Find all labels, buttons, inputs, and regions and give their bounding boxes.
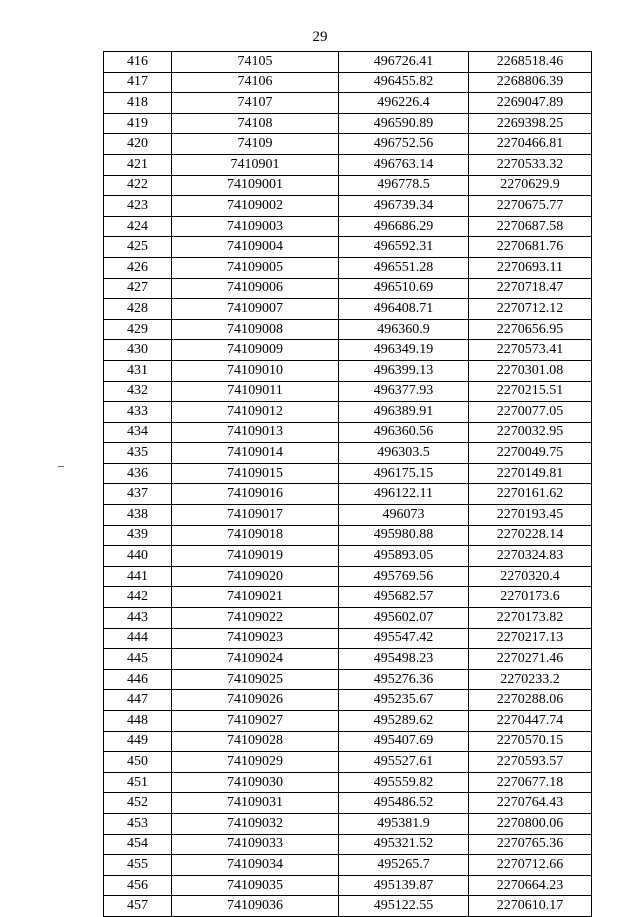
point-id-cell: 74109018	[172, 525, 339, 546]
point-id-cell: 74109021	[172, 587, 339, 608]
y-coordinate-cell: 2270693.11	[469, 257, 592, 278]
x-coordinate-cell: 496122.11	[339, 484, 469, 505]
x-coordinate-cell: 496389.91	[339, 402, 469, 423]
y-coordinate-cell: 2270271.46	[469, 649, 592, 670]
y-coordinate-cell: 2270533.32	[469, 154, 592, 175]
table-row	[104, 422, 592, 443]
y-coordinate-cell: 2270324.83	[469, 546, 592, 567]
y-coordinate-cell: 2270288.06	[469, 690, 592, 711]
x-coordinate-cell: 496726.41	[339, 52, 469, 73]
y-coordinate-cell: 2270233.2	[469, 669, 592, 690]
point-id-cell: 74109031	[172, 793, 339, 814]
x-coordinate-cell: 495276.36	[339, 669, 469, 690]
point-id-cell: 74108	[172, 113, 339, 134]
y-coordinate-cell: 2270664.23	[469, 875, 592, 896]
y-coordinate-cell: 2268806.39	[469, 72, 592, 93]
point-index-cell: 440	[104, 546, 172, 567]
point-index-cell: 457	[104, 896, 172, 917]
table-row	[104, 134, 592, 155]
point-index-cell: 435	[104, 443, 172, 464]
point-index-cell: 455	[104, 855, 172, 876]
point-index-cell: 427	[104, 278, 172, 299]
table-row	[104, 93, 592, 114]
point-id-cell: 74109011	[172, 381, 339, 402]
point-index-cell: 430	[104, 340, 172, 361]
table-row	[104, 72, 592, 93]
y-coordinate-cell: 2269398.25	[469, 113, 592, 134]
x-coordinate-cell: 495602.07	[339, 608, 469, 629]
table-row	[104, 402, 592, 423]
table-row	[104, 505, 592, 526]
x-coordinate-cell: 495498.23	[339, 649, 469, 670]
point-index-cell: 453	[104, 813, 172, 834]
x-coordinate-cell: 495139.87	[339, 875, 469, 896]
x-coordinate-cell: 495407.69	[339, 731, 469, 752]
y-coordinate-cell: 2270320.4	[469, 566, 592, 587]
point-id-cell: 74109026	[172, 690, 339, 711]
y-coordinate-cell: 2270629.9	[469, 175, 592, 196]
y-coordinate-cell: 2270764.43	[469, 793, 592, 814]
point-index-cell: 452	[104, 793, 172, 814]
point-id-cell: 74109010	[172, 360, 339, 381]
table-row	[104, 834, 592, 855]
table-row	[104, 875, 592, 896]
point-index-cell: 434	[104, 422, 172, 443]
y-coordinate-cell: 2270228.14	[469, 525, 592, 546]
table-row	[104, 896, 592, 917]
x-coordinate-cell: 495980.88	[339, 525, 469, 546]
y-coordinate-cell: 2270173.6	[469, 587, 592, 608]
table-row	[104, 196, 592, 217]
point-id-cell: 74109002	[172, 196, 339, 217]
table-row	[104, 731, 592, 752]
y-coordinate-cell: 2270765.36	[469, 834, 592, 855]
y-coordinate-cell: 2269047.89	[469, 93, 592, 114]
point-index-cell: 437	[104, 484, 172, 505]
y-coordinate-cell: 2270447.74	[469, 711, 592, 732]
point-index-cell: 424	[104, 216, 172, 237]
point-id-cell: 74109014	[172, 443, 339, 464]
point-index-cell: 423	[104, 196, 172, 217]
y-coordinate-cell: 2270193.45	[469, 505, 592, 526]
x-coordinate-cell: 495547.42	[339, 628, 469, 649]
x-coordinate-cell: 495235.67	[339, 690, 469, 711]
point-index-cell: 422	[104, 175, 172, 196]
point-id-cell: 74109017	[172, 505, 339, 526]
point-index-cell: 451	[104, 772, 172, 793]
table-row	[104, 566, 592, 587]
x-coordinate-cell: 496349.19	[339, 340, 469, 361]
y-coordinate-cell: 2270032.95	[469, 422, 592, 443]
x-coordinate-cell: 496175.15	[339, 463, 469, 484]
point-index-cell: 416	[104, 52, 172, 73]
x-coordinate-cell: 496303.5	[339, 443, 469, 464]
x-coordinate-cell: 496590.89	[339, 113, 469, 134]
y-coordinate-cell: 2270215.51	[469, 381, 592, 402]
x-coordinate-cell: 495381.9	[339, 813, 469, 834]
x-coordinate-cell: 496073	[339, 505, 469, 526]
x-coordinate-cell: 496408.71	[339, 299, 469, 320]
point-id-cell: 74109028	[172, 731, 339, 752]
point-index-cell: 441	[104, 566, 172, 587]
y-coordinate-cell: 2270593.57	[469, 752, 592, 773]
table-row	[104, 608, 592, 629]
table-row	[104, 299, 592, 320]
y-coordinate-cell: 2270149.81	[469, 463, 592, 484]
y-coordinate-cell: 2270173.82	[469, 608, 592, 629]
point-index-cell: 433	[104, 402, 172, 423]
table-row	[104, 855, 592, 876]
table-row	[104, 525, 592, 546]
point-id-cell: 74109032	[172, 813, 339, 834]
point-id-cell: 74109020	[172, 566, 339, 587]
y-coordinate-cell: 2270301.08	[469, 360, 592, 381]
x-coordinate-cell: 495527.61	[339, 752, 469, 773]
x-coordinate-cell: 496360.56	[339, 422, 469, 443]
x-coordinate-cell: 495682.57	[339, 587, 469, 608]
point-index-cell: 439	[104, 525, 172, 546]
point-index-cell: 448	[104, 711, 172, 732]
table-row	[104, 711, 592, 732]
point-index-cell: 429	[104, 319, 172, 340]
y-coordinate-cell: 2270077.05	[469, 402, 592, 423]
point-index-cell: 421	[104, 154, 172, 175]
y-coordinate-cell: 2270161.62	[469, 484, 592, 505]
point-index-cell: 456	[104, 875, 172, 896]
table-row	[104, 628, 592, 649]
x-coordinate-cell: 496399.13	[339, 360, 469, 381]
x-coordinate-cell: 496455.82	[339, 72, 469, 93]
point-index-cell: 436	[104, 463, 172, 484]
point-index-cell: 447	[104, 690, 172, 711]
point-id-cell: 74109033	[172, 834, 339, 855]
point-id-cell: 74109027	[172, 711, 339, 732]
table-row	[104, 381, 592, 402]
point-index-cell: 417	[104, 72, 172, 93]
point-id-cell: 7410901	[172, 154, 339, 175]
table-row	[104, 669, 592, 690]
point-id-cell: 74109034	[172, 855, 339, 876]
point-index-cell: 443	[104, 608, 172, 629]
x-coordinate-cell: 495893.05	[339, 546, 469, 567]
x-coordinate-cell: 495265.7	[339, 855, 469, 876]
point-id-cell: 74107	[172, 93, 339, 114]
table-row	[104, 154, 592, 175]
x-coordinate-cell: 496739.34	[339, 196, 469, 217]
x-coordinate-cell: 495122.55	[339, 896, 469, 917]
point-id-cell: 74109025	[172, 669, 339, 690]
table-row	[104, 813, 592, 834]
table-row	[104, 237, 592, 258]
point-id-cell: 74109030	[172, 772, 339, 793]
y-coordinate-cell: 2270677.18	[469, 772, 592, 793]
point-id-cell: 74109009	[172, 340, 339, 361]
point-id-cell: 74109015	[172, 463, 339, 484]
point-id-cell: 74109006	[172, 278, 339, 299]
x-coordinate-cell: 495321.52	[339, 834, 469, 855]
point-index-cell: 444	[104, 628, 172, 649]
x-coordinate-cell: 495486.52	[339, 793, 469, 814]
y-coordinate-cell: 2270687.58	[469, 216, 592, 237]
point-index-cell: 426	[104, 257, 172, 278]
point-index-cell: 454	[104, 834, 172, 855]
table-row	[104, 772, 592, 793]
point-index-cell: 428	[104, 299, 172, 320]
point-id-cell: 74109013	[172, 422, 339, 443]
y-coordinate-cell: 2270712.66	[469, 855, 592, 876]
point-id-cell: 74109012	[172, 402, 339, 423]
table-body	[104, 52, 592, 917]
x-coordinate-cell: 495769.56	[339, 566, 469, 587]
y-coordinate-cell: 2270675.77	[469, 196, 592, 217]
x-coordinate-cell: 495559.82	[339, 772, 469, 793]
point-id-cell: 74109008	[172, 319, 339, 340]
point-id-cell: 74109022	[172, 608, 339, 629]
table-row	[104, 649, 592, 670]
point-index-cell: 450	[104, 752, 172, 773]
point-id-cell: 74109003	[172, 216, 339, 237]
table-row	[104, 484, 592, 505]
point-id-cell: 74109001	[172, 175, 339, 196]
point-id-cell: 74109016	[172, 484, 339, 505]
point-index-cell: 442	[104, 587, 172, 608]
point-id-cell: 74109019	[172, 546, 339, 567]
table-row	[104, 690, 592, 711]
x-coordinate-cell: 496752.56	[339, 134, 469, 155]
y-coordinate-cell: 2270570.15	[469, 731, 592, 752]
x-coordinate-cell: 496226.4	[339, 93, 469, 114]
point-index-cell: 432	[104, 381, 172, 402]
point-id-cell: 74109004	[172, 237, 339, 258]
point-index-cell: 445	[104, 649, 172, 670]
table-row	[104, 319, 592, 340]
y-coordinate-cell: 2270681.76	[469, 237, 592, 258]
x-coordinate-cell: 496592.31	[339, 237, 469, 258]
x-coordinate-cell: 496551.28	[339, 257, 469, 278]
table-row	[104, 463, 592, 484]
table-row	[104, 52, 592, 73]
table-row	[104, 113, 592, 134]
y-coordinate-cell: 2270610.17	[469, 896, 592, 917]
point-id-cell: 74109007	[172, 299, 339, 320]
table-row	[104, 216, 592, 237]
y-coordinate-cell: 2270800.06	[469, 813, 592, 834]
y-coordinate-cell: 2270466.81	[469, 134, 592, 155]
x-coordinate-cell: 496510.69	[339, 278, 469, 299]
point-index-cell: 446	[104, 669, 172, 690]
y-coordinate-cell: 2270718.47	[469, 278, 592, 299]
table-row	[104, 546, 592, 567]
point-id-cell: 74109005	[172, 257, 339, 278]
table-row	[104, 278, 592, 299]
y-coordinate-cell: 2268518.46	[469, 52, 592, 73]
y-coordinate-cell: 2270573.41	[469, 340, 592, 361]
x-coordinate-cell: 496360.9	[339, 319, 469, 340]
x-coordinate-cell: 495289.62	[339, 711, 469, 732]
point-id-cell: 74105	[172, 52, 339, 73]
y-coordinate-cell: 2270656.95	[469, 319, 592, 340]
y-coordinate-cell: 2270049.75	[469, 443, 592, 464]
point-index-cell: 438	[104, 505, 172, 526]
point-id-cell: 74109036	[172, 896, 339, 917]
point-index-cell: 449	[104, 731, 172, 752]
y-coordinate-cell: 2270217.13	[469, 628, 592, 649]
x-coordinate-cell: 496686.29	[339, 216, 469, 237]
table-row	[104, 360, 592, 381]
coordinate-table	[103, 51, 592, 917]
table-row	[104, 752, 592, 773]
margin-mark	[58, 466, 64, 467]
table-row	[104, 587, 592, 608]
point-index-cell: 425	[104, 237, 172, 258]
x-coordinate-cell: 496377.93	[339, 381, 469, 402]
point-id-cell: 74109024	[172, 649, 339, 670]
x-coordinate-cell: 496763.14	[339, 154, 469, 175]
point-id-cell: 74109029	[172, 752, 339, 773]
page-number: 29	[312, 29, 328, 45]
point-index-cell: 418	[104, 93, 172, 114]
point-id-cell: 74106	[172, 72, 339, 93]
point-index-cell: 420	[104, 134, 172, 155]
point-index-cell: 431	[104, 360, 172, 381]
table-row	[104, 257, 592, 278]
table-row	[104, 443, 592, 464]
point-id-cell: 74109023	[172, 628, 339, 649]
point-id-cell: 74109035	[172, 875, 339, 896]
point-id-cell: 74109	[172, 134, 339, 155]
table-row	[104, 340, 592, 361]
y-coordinate-cell: 2270712.12	[469, 299, 592, 320]
point-index-cell: 419	[104, 113, 172, 134]
x-coordinate-cell: 496778.5	[339, 175, 469, 196]
table-row	[104, 793, 592, 814]
table-row	[104, 175, 592, 196]
